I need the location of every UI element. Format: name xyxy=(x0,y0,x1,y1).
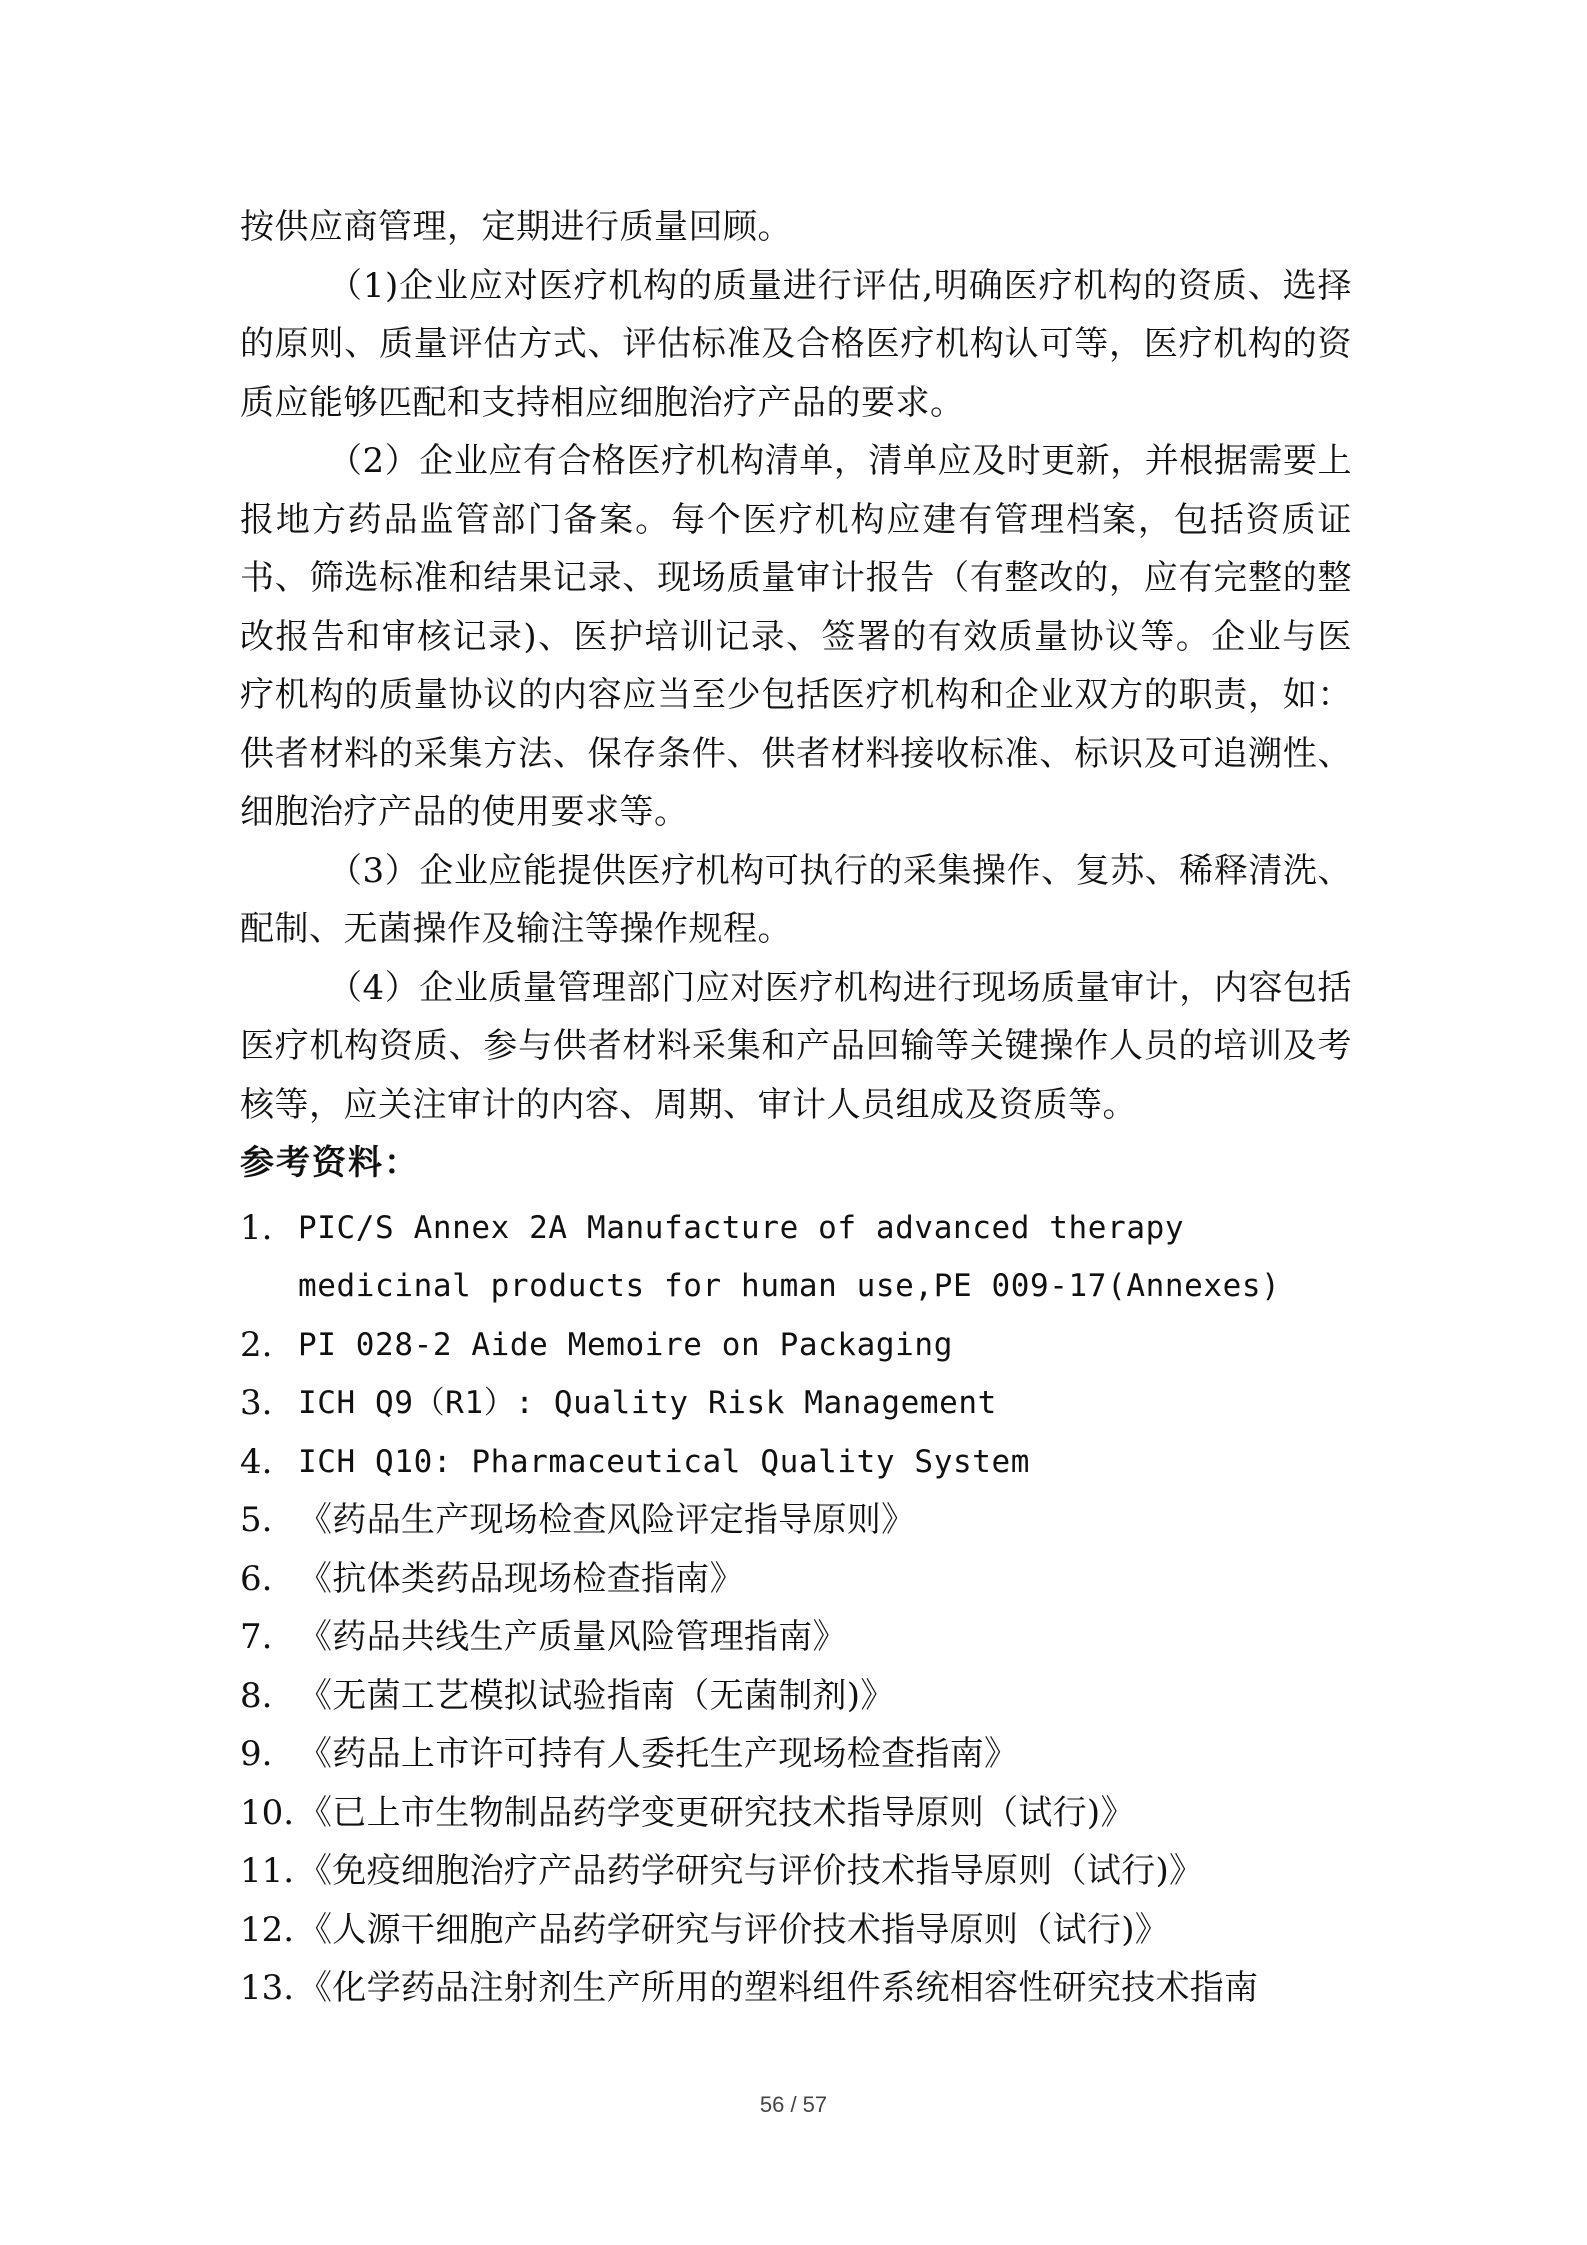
reference-text: PI 028-2 Aide Memoire on Packaging xyxy=(298,1326,953,1363)
reference-item xyxy=(240,1608,1352,1667)
page-number: 56 / 57 xyxy=(759,2092,828,2117)
paragraph-0: 按供应商管理，定期进行质量回顾。 xyxy=(240,207,792,247)
paragraph-2: （2）企业应有合格医疗机构清单，清单应及时更新，并根据需要上报地方药品监管部门备案。每个医疗机构应建有管理档案，包括资质证书、筛选标准和结果记录、现场质量审计报告（有整改的，应有完整的整改报告和审核记录)、医护培训记录、签署的有效质量协议等。企业与医疗机构的质量协议的内容应当至少包括医疗机构和企业双方的职责，如：供者材料的采集方法、保存条件、供者材料接收标准、标识及可追溯性、细胞治疗产品的使用要求等。 xyxy=(240,441,1352,832)
reference-text: ICH Q10: Pharmaceutical Quality System xyxy=(298,1443,1031,1480)
reference-number: 6. xyxy=(240,1558,273,1599)
references-list xyxy=(240,1199,1352,2018)
reference-text: 《已上市生物制品药学变更研究技术指导原则（试行)》 xyxy=(298,1792,1135,1833)
reference-item xyxy=(240,1959,1352,2018)
reference-item xyxy=(240,1374,1352,1433)
reference-text: 《抗体类药品现场检查指南》 xyxy=(298,1558,744,1599)
reference-item xyxy=(240,1199,1352,1316)
reference-item xyxy=(240,1550,1352,1609)
reference-text: 《药品共线生产质量风险管理指南》 xyxy=(298,1617,847,1657)
reference-text: 《药品生产现场检查风险评定指导原则》 xyxy=(298,1500,916,1540)
reference-text: 《人源干细胞产品药学研究与评价技术指导原则（试行)》 xyxy=(298,1909,1170,1950)
paragraph-4: （4）企业质量管理部门应对医疗机构进行现场质量审计，内容包括医疗机构资质、参与供者材料采集和产品回输等关键操作人员的培训及考核等，应关注审计的内容、周期、审计人员组成及资质等。 xyxy=(240,967,1352,1125)
reference-item xyxy=(240,1316,1352,1375)
reference-text: ICH Q9（R1）: Quality Risk Management xyxy=(298,1385,997,1421)
reference-text: 《无菌工艺模拟试验指南（无菌制剂)》 xyxy=(298,1675,895,1716)
reference-item xyxy=(240,1433,1352,1492)
reference-number: 4. xyxy=(240,1441,273,1482)
reference-item xyxy=(240,1784,1352,1843)
reference-number: 13. xyxy=(240,1968,295,2008)
reference-item xyxy=(240,1725,1352,1784)
reference-item xyxy=(240,1901,1352,1960)
reference-text: 《药品上市许可持有人委托生产现场检查指南》 xyxy=(298,1734,1019,1774)
references-heading: 参考资料： xyxy=(240,1143,420,1183)
reference-text: 《化学药品注射剂生产所用的塑料组件系统相容性研究技术指南 xyxy=(298,1968,1259,2008)
reference-number: 8. xyxy=(240,1675,273,1716)
reference-number: 9. xyxy=(240,1734,273,1774)
reference-number: 5. xyxy=(240,1500,273,1540)
paragraph-3: （3）企业应能提供医疗机构可执行的采集操作、复苏、稀释清洗、配制、无菌操作及输注等操作规程。 xyxy=(240,850,1352,949)
reference-text: 《免疫细胞治疗产品药学研究与评价技术指导原则（试行)》 xyxy=(298,1851,1204,1891)
reference-item xyxy=(240,1842,1352,1901)
reference-number: 3. xyxy=(240,1383,273,1423)
reference-number: 11. xyxy=(240,1851,295,1891)
reference-number: 12. xyxy=(240,1909,295,1950)
page-content xyxy=(240,198,1352,2018)
reference-number: 10. xyxy=(240,1792,295,1833)
reference-number: 1. xyxy=(240,1207,273,1248)
paragraph-1: （1)企业应对医疗机构的质量进行评估,明确医疗机构的资质、选择的原则、质量评估方式、评估标准及合格医疗机构认可等，医疗机构的资质应能够匹配和支持相应细胞治疗产品的要求。 xyxy=(240,265,1352,423)
reference-text: PIC/S Annex 2A Manufacture of advanced therapy medicinal products for human use,PE 009-17(Annexes) xyxy=(298,1209,1281,1304)
reference-number: 7. xyxy=(240,1617,273,1657)
reference-item xyxy=(240,1667,1352,1726)
reference-item xyxy=(240,1491,1352,1550)
reference-number: 2. xyxy=(240,1324,273,1365)
